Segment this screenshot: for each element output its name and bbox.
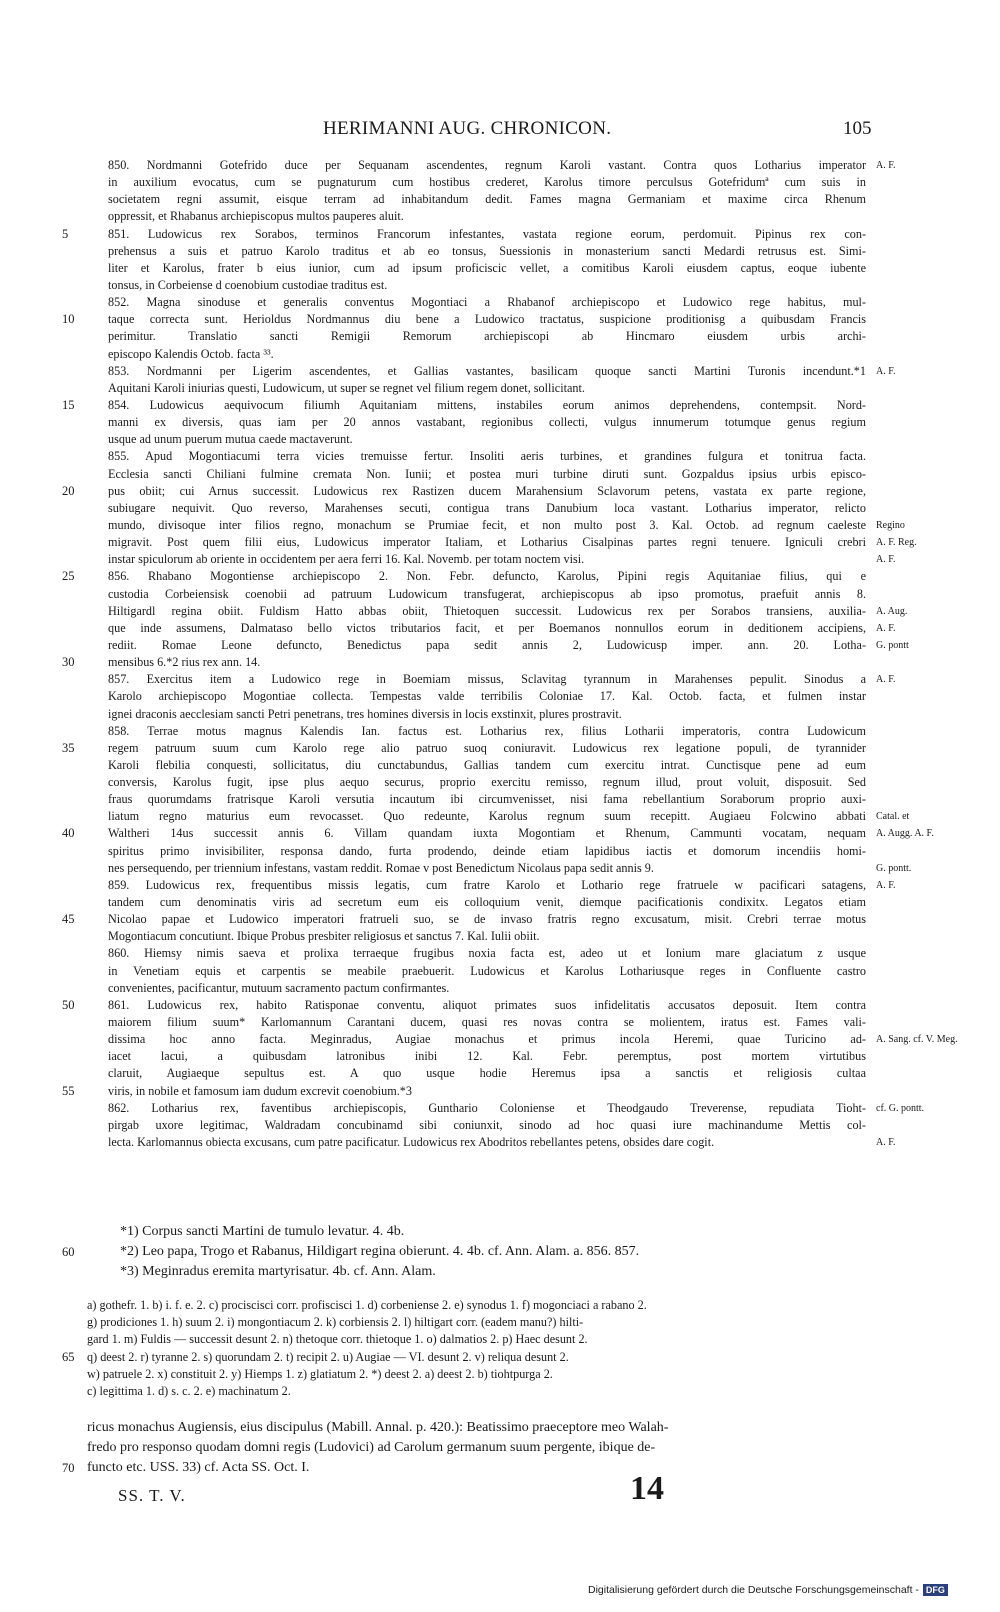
text-line (108, 466, 896, 483)
text-line (108, 791, 896, 808)
text-line (108, 928, 896, 945)
text-line (108, 945, 896, 962)
line-text: 859. Ludowicus rex, frequentibus missis legatis, cum fratre Karolo et Lothario rege fratruele w pacificari satagens, (108, 877, 866, 892)
line-text: tonsus, in Corbeiense d coenobium custodiae traditus est. (108, 277, 388, 292)
text-line (108, 671, 896, 688)
line-text: 854. Ludowicus aequivocum filiumh Aquitaniam mittens, instabiles eorum animos deprehendens, contempsit. Nord- (108, 397, 866, 412)
text-line (108, 586, 896, 603)
line-text: 850. Nordmanni Gotefrido duce per Sequanam ascendentes, regnum Karoli vastant. Contra quos Lotharius imperator (108, 158, 866, 172)
text-line (62, 825, 934, 842)
line-text: nes persequendo, per triennium infestans, vastam reddit. Romae v post Benedictum Nicolaus papa sedit annis 9. (108, 860, 654, 875)
line-text: Hiltigardl regina obiit. Fuldism Hatto abbas obiit, Thietoquen successit. Ludowicus rex per Sorabos transiens, auxilia- (108, 603, 866, 618)
page-number: 105 (843, 118, 872, 139)
text-line (108, 1065, 896, 1082)
text-line (108, 723, 896, 740)
margin-source-note: cf. G. pontt. (876, 1102, 925, 1114)
line-number: 65 (62, 1349, 75, 1364)
line-text: que inde assumens, Dalmataso bello victos tributarios facit, et per Boemanos nonnullos eorum in deditionem accipiens, (108, 620, 866, 635)
line-text: tandem cum denominatis viris ad secretum eum eis colloquium venit, diemque pacificationis condixitx. Legatos etiam (108, 895, 866, 910)
text-line (108, 414, 896, 431)
author-notes (62, 1222, 900, 1282)
margin-source-note: A. F. (876, 365, 896, 377)
line-number: 55 (62, 1083, 75, 1098)
line-text: perimitur. Translatio sancti Remigii Remorum archiepiscopi ab Hincmaro eiusdem urbis archi- (108, 329, 866, 344)
text-line (108, 294, 896, 311)
text-line (108, 860, 912, 877)
line-text: 861. Ludowicus rex, habito Ratisponae conventu, aliquot primates suos infidelitatis accusatos deposuit. Item contra (108, 997, 866, 1012)
text-line (108, 1100, 925, 1117)
text-line (108, 208, 896, 225)
text-line (108, 346, 896, 363)
line-text: prehensus a suis et patruo Karolo traditus et ab eo tonsus, Suessionis in monasterium sancti Medardi retrusus est. Simi- (108, 243, 866, 258)
margin-source-note: Regino (876, 519, 905, 531)
line-text: usque ad unum puerum mutua caede mactaverunt. (108, 432, 353, 447)
apparatus-text: a) gothefr. 1. b) i. f. e. 2. c) prociscisci corr. profiscisci 1. d) corbeniense 2. e) synodus 1. f) mogonciaci a rabano 2. (87, 1298, 647, 1312)
margin-source-note: A. F. Reg. (876, 537, 917, 549)
text-line (108, 963, 896, 980)
margin-source-note: A. F. (876, 622, 896, 634)
text-line (108, 1048, 896, 1065)
margin-source-note: A. F. (876, 554, 896, 566)
text-line (62, 397, 896, 414)
line-text: ignei draconis aecclesiam sancti Petri penetrans, tres homines diversis in locis exstinxit, plures prostravit. (108, 706, 622, 721)
note-text: *1) Corpus sancti Martini de tumulo levatur. 4. 4b. (120, 1224, 405, 1239)
text-line (108, 380, 896, 397)
line-text: convenientes, pacificantur, mutuum sacramento pactum confirmantes. (108, 980, 450, 995)
text-line (108, 637, 909, 654)
text-line (108, 363, 896, 380)
line-text: spiritus primo invisibiliter, responsa dando, furta prodendo, deinde etiam lapidibus iactis et domorum incendiis homi- (108, 843, 866, 858)
line-number: 35 (62, 740, 75, 755)
critical-apparatus (62, 1297, 877, 1400)
apparatus-text: g) prodiciones 1. h) suum 2. i) mongontiacum 2. k) corbiensis 2. l) hiltigart corr. (eadem manu?) hilti- (87, 1315, 584, 1330)
line-text: taque correcta sunt. Herioldus Nordmannus diu bene a Ludowico tractatus, suspicione proditionisg a quibusdam Francis (108, 312, 866, 327)
sheet-signature: SS. T. V. (118, 1486, 186, 1505)
text-line (108, 174, 896, 191)
sheet-number: 14 (630, 1470, 664, 1507)
text-line (62, 997, 896, 1014)
line-text: Karolo archiepiscopo Mogontiae collecta. Tempestas valde terribilis Coloniae 17. Kal. Octob. facta, et fulmen instar (108, 689, 866, 704)
text-line (108, 431, 896, 448)
apparatus-text: q) deest 2. r) tyranne 2. s) quorundam 2. t) recipit 2. u) Augiae — VI. desunt 2. v) reliqua desunt 2. (87, 1349, 569, 1364)
line-text: Nicolao papae et Ludowico imperatori fratrueli suo, se de invaso fratris regno excusatum, misit. Crebri terrae motus (108, 912, 866, 927)
note-line (120, 1262, 900, 1282)
apparatus-line (87, 1314, 877, 1331)
text-line (108, 774, 896, 791)
text-line (108, 980, 896, 997)
note-text: *2) Leo papa, Trogo et Rabanus, Hildigart regina obierunt. 4. 4b. cf. Ann. Alam. a. 856. 857. (120, 1244, 640, 1259)
margin-source-note: A. Augg. A. F. (876, 828, 934, 840)
line-text: 856. Rhabano Mogontiense archiepiscopo 2. Non. Febr. defuncto, Karolus, Pipini regis Aquitaniae filius, qui e (108, 569, 866, 584)
note-text: *3) Meginradus eremita martyrisatur. 4b. cf. Ann. Alam. (120, 1264, 436, 1279)
margin-source-note: A. F. (876, 160, 896, 171)
text-line (108, 877, 896, 894)
line-number: 15 (62, 397, 75, 412)
line-text: Mogontiacum concutiunt. Ibique Probus presbiter religiosus et sanctus 7. Kal. Iulii obiit. (108, 929, 540, 944)
line-text: Ecclesia sancti Chiliani fulmine cremata Non. Iunii; et postea muri turbine diruti sunt. Gozpaldus ipsius urbis episco- (108, 466, 866, 481)
margin-source-note: G. pontt (876, 639, 909, 651)
footnote-line (87, 1418, 877, 1438)
margin-source-note: A. F. (876, 1137, 896, 1149)
apparatus-text: gard 1. m) Fuldis — successit desunt 2. n) thetoque corr. thietoque 1. o) dalmatios 2. p) Haec desunt 2. (87, 1332, 588, 1347)
line-text: lecta. Karlomannus obiecta excusans, cum patre pacificatur. Ludowicus rex Abodritos rebellantes petens, obsides dare cogit. (108, 1135, 715, 1150)
text-line (108, 808, 910, 825)
line-text: in auxilium evocatus, cum se pugnaturum cum hostibus crederet, Karolus timore perculsus Gotefridumª cum suis in (108, 175, 866, 190)
line-text: fraus quorumdams fratrisque Karoli versutia incautum ibi circumvenisset, nisi fama rebellantium Soraborum proprio auxi- (108, 792, 866, 807)
line-text: conversis, Karolus fugit, ipse plus aequo securus, proprio exercitu remisso, regnum illud, prout voluit, disposuit. Sed (108, 775, 866, 790)
footnote-text: fredo pro responso quodam domni regis (Ludovici) ad Carolum germanum suum pergente, ibique de- (87, 1440, 656, 1455)
line-text: societatem regni assumit, eisque terram ad inhabitandum dedit. Fames magna Germaniam et maxime circa Rhenum (108, 192, 866, 207)
text-line (108, 260, 896, 277)
text-line (108, 500, 896, 517)
text-line (108, 1014, 896, 1031)
text-line (62, 740, 896, 757)
text-line (108, 517, 905, 534)
line-text: Waltheri 14us successit annis 6. Villam quandam iuxta Mogontiam et Rhenum, Cammunti vocatam, nequam (108, 826, 866, 841)
line-text: liter et Karolus, frater b eius iunior, cum ad ipsum proficiscic vellet, a comitibus Karoli eiusdem captus, eoque iubente (108, 260, 866, 275)
line-text: instar spiculorum ab oriente in occidentem per aera ferri 16. Kal. Novemb. per totam noctem visi. (108, 552, 585, 567)
text-line (108, 757, 896, 774)
line-text: pus obiit; cui Arnus successit. Ludowicus rex Rastizen ducem Marahensium Sclavorum petens, vastata ex parte regione, (108, 483, 866, 498)
dfg-logo-icon: DFG (923, 1584, 948, 1596)
apparatus-text: c) legittima 1. d) s. c. 2. e) machinatum 2. (87, 1383, 291, 1398)
text-line (62, 654, 896, 671)
margin-source-note: G. pontt. (876, 862, 912, 874)
line-text: oppressit, et Rhabanus archiepiscopus multos pauperes aluit. (108, 209, 404, 224)
line-number: 30 (62, 655, 75, 670)
line-text: episcopo Kalendis Octob. facta ³³. (108, 346, 274, 361)
text-line (108, 843, 896, 860)
line-text: regem patruum suum cum Karolo rege alio patruo suoq coniuravit. Ludowicus rex legatione populi, de tyrannider (108, 740, 866, 755)
text-line (108, 1117, 896, 1134)
text-line (108, 551, 896, 568)
note-line (120, 1222, 900, 1242)
line-text: pirgab uxore legitimac, Waldradam concubinamd sibi coniunxit, sinodo ad hoc quasi iure machinandume Mettis col- (108, 1117, 866, 1132)
text-line (62, 1083, 896, 1100)
line-text: 857. Exercitus item a Ludowico rege in Boemiam missus, Sclavitag tyrannum in Marahenses pepulit. Sinodus a (108, 672, 866, 687)
line-number: 60 (62, 1245, 75, 1259)
text-line (108, 328, 896, 345)
line-text: subiugare nequivit. Quo reverso, Marahenses secuti, contigua trans Danubium loca vastant. Lotharius imperator, relicto (108, 500, 866, 515)
apparatus-line (87, 1297, 877, 1314)
line-text: mundo, divisoque inter filios regno, monachum se Prumiae fecit, et non multo post 3. Kal. Octob. ad regnum caeleste (108, 517, 866, 532)
text-line (108, 191, 896, 208)
text-line (108, 534, 917, 551)
line-text: mensibus 6.*2 rius rex ann. 14. (108, 655, 261, 670)
text-line (108, 688, 896, 705)
apparatus-line (87, 1383, 877, 1400)
text-line (62, 226, 896, 243)
line-text: 852. Magna sinoduse et generalis conventus Mogontiaci a Rhabanof archiepiscopo et Ludowico rege habitus, mul- (108, 295, 866, 310)
line-number: 50 (62, 997, 75, 1012)
text-line (108, 243, 896, 260)
text-line (108, 603, 908, 620)
line-text: dissima hoc anno facta. Meginradus, Augiae monachus et primus incola Heremi, quae Turicino ad- (108, 1032, 866, 1047)
line-number: 25 (62, 569, 75, 584)
text-line (62, 911, 896, 928)
text-line (62, 568, 896, 585)
line-number: 5 (62, 226, 69, 241)
line-text: manni ex diversis, quas iam per 20 annos vastabant, regionibus collecti, vulgus innumerum totumque genus regium (108, 415, 866, 430)
margin-source-note: A. F. (876, 879, 896, 891)
line-text: liatum regno maturius eum revocasset. Quo redeunte, Karolus regnum suum recepitt. Augiaeu Folcwino abbati (108, 809, 866, 824)
footnote-text: ricus monachus Augiensis, eius discipulus (Mabill. Annal. p. 420.): Beatissimo praeceptore meo Walah- (87, 1420, 669, 1435)
footnote-line (87, 1438, 877, 1458)
chronicle-body (62, 157, 958, 1151)
line-text: Aquitani Karoli iniurias questi, Ludowicum, ut super se regnet vel filium regem donet, sollicitant. (108, 380, 585, 395)
text-line (108, 448, 896, 465)
text-line (108, 1134, 896, 1151)
line-text: 851. Ludowicus rex Sorabos, terminos Francorum infestantes, vastata regione eorum, perdomuit. Pipinus rex con- (108, 226, 866, 241)
line-text: custodia Corbeiensisk coenobii ad patruum Ludowicum transfugerat, archiepiscopus ab ipso promotus, praefuit annis 8. (108, 586, 866, 601)
line-text: 860. Hiemsy nimis saeva et prolixa terraeque frugibus noxia facta est, adeo ut et Ionium mare glaciatum z usque (108, 946, 866, 961)
footnote-line (62, 1458, 877, 1478)
margin-source-note: A. Sang. cf. V. Meg. (876, 1034, 958, 1046)
line-text: Karoli flebilia conquesti, sollicitatus, diu cunctabundus, Gallias tandem cum exercitu intrat. Cunctisque pene ad eum (108, 757, 866, 772)
text-line (108, 1031, 958, 1048)
line-text: 862. Lotharius rex, faventibus archiepiscopis, Gunthario Coloniense et Theodgaudo Treverense, repudiata Tioht- (108, 1100, 866, 1115)
text-line (108, 157, 896, 174)
line-number: 40 (62, 826, 75, 841)
text-line (62, 483, 896, 500)
apparatus-line (62, 1349, 877, 1366)
continued-footnote (62, 1418, 877, 1478)
footer-text: Digitalisierung gefördert durch die Deutsche Forschungsgemeinschaft - (588, 1584, 919, 1596)
page-header (0, 118, 1000, 148)
line-text: iacet lacui, a quibusdam latronibus inibi 12. Kal. Febr. peremptus, post mortem virtutibus (108, 1049, 866, 1064)
line-text: rediit. Romae Leone defuncto, Benedictus papa sedit annis 2, Ludowicusp imper. ann. 20. Lotha- (108, 637, 866, 652)
text-line (62, 311, 896, 328)
text-line (108, 277, 896, 294)
digitization-footer (588, 1584, 948, 1596)
note-line (62, 1242, 900, 1262)
margin-source-note: Catal. et (876, 811, 910, 823)
text-line (108, 620, 896, 637)
line-number: 20 (62, 483, 75, 498)
line-number: 10 (62, 312, 75, 327)
line-text: claruit, Augiaeque sepultus est. A quo usque hodie Heremus ipsa a sanctis et religiosis cultaa (108, 1066, 866, 1081)
line-text: in Venetiam equis et carpentis se meabile praebuerit. Ludowicus et Karolus Lothariusque reges in Confluente castro (108, 963, 866, 978)
line-text: 858. Terrae motus magnus Kalendis Ian. factus est. Lotharius rex, filius Lotharii imperatoris, contra Ludowicum (108, 723, 866, 738)
text-line (108, 706, 896, 723)
running-title: HERIMANNI AUG. CHRONICON. (323, 118, 612, 139)
apparatus-line (87, 1366, 877, 1383)
footnote-text: functo etc. USS. 33) cf. Acta SS. Oct. I. (87, 1460, 310, 1475)
text-line (108, 894, 896, 911)
line-text: 855. Apud Mogontiacumi terra vicies tremuisse fertur. Insoliti aeris turbines, et grandines fulgura et tonitrua facta. (108, 449, 866, 464)
line-number: 45 (62, 912, 75, 927)
line-text: viris, in nobile et famosum iam dudum excrevit coenobium.*3 (108, 1083, 412, 1098)
margin-source-note: A. Aug. (876, 605, 908, 617)
line-number: 70 (62, 1461, 75, 1475)
line-text: maiorem filium suum* Karlomannum Carantani ducem, quasi res novas contra se molientem, iratus est. Fames vali- (108, 1015, 866, 1030)
line-text: migravit. Post quem filii eius, Ludowicus imperator Italiam, et Lotharius Cisalpinas partes regni tenuere. Igniculi crebri (108, 535, 866, 550)
margin-source-note: A. F. (876, 674, 896, 686)
line-text: 853. Nordmanni per Ligerim ascendentes, et Gallias vastantes, basilicam quoque sancti Martini Turonis incendunt.*1 (108, 363, 866, 378)
apparatus-line (87, 1331, 877, 1348)
apparatus-text: w) patruele 2. x) constituit 2. y) Hiemps 1. z) glatiatum 2. *) deest 2. a) deest 2. b) tiohtpurga 2. (87, 1366, 553, 1381)
